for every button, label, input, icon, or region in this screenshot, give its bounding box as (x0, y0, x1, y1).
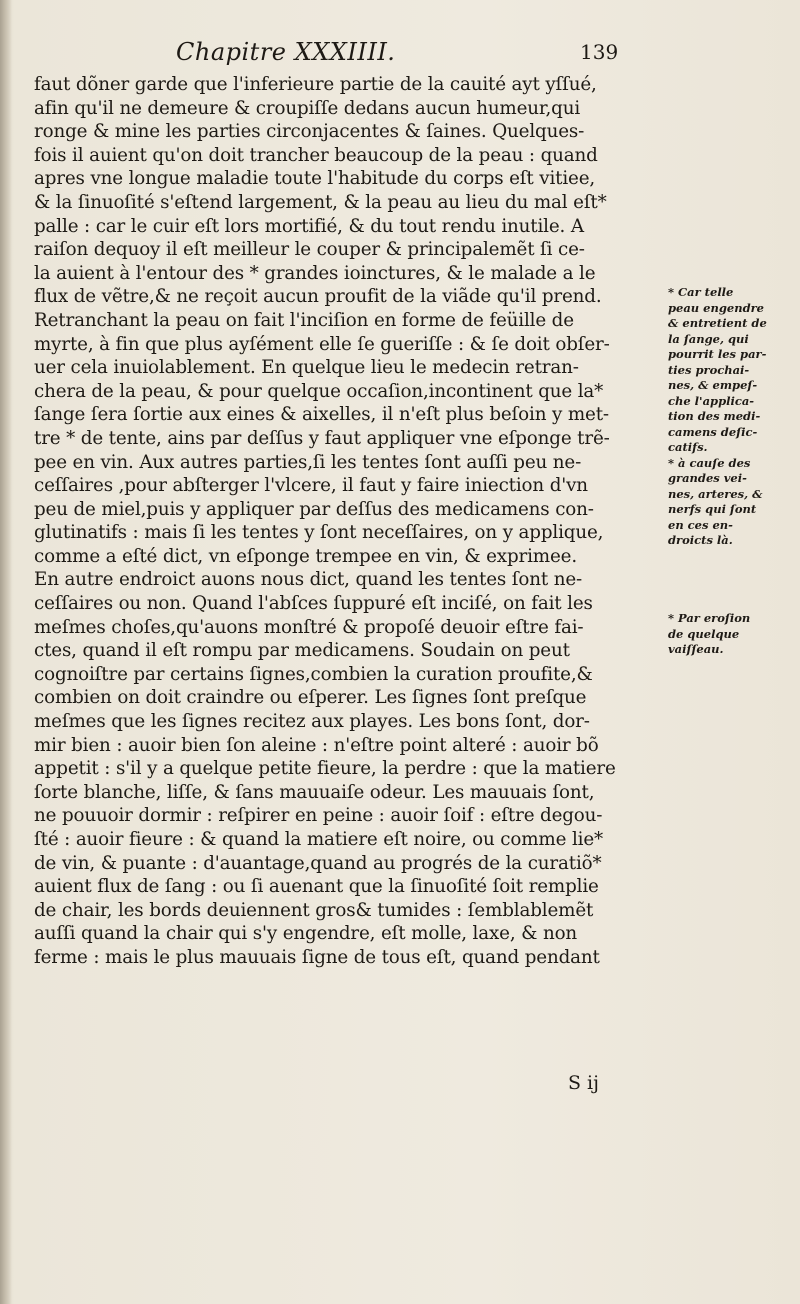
body-text (34, 73, 674, 970)
text-line: apres vne longue maladie toute l'habitude du corps eſt vitiee, (34, 168, 596, 190)
note-line: grandes vei- (668, 471, 747, 485)
text-line: ctes, quand il eſt rompu par medicamens. Soudain on peut (34, 640, 570, 662)
text-line: comme a eſté dict, vn eſponge trempee en vin, & exprimee. (34, 545, 577, 567)
note-line: nes, & empeſ- (668, 378, 758, 392)
note-line: * à cauſe des (668, 455, 751, 470)
page-number: 139 (580, 40, 619, 64)
text-line: combien on doit craindre ou eſperer. Les ſignes ſont preſque (34, 687, 587, 709)
note-line: ties prochai- (668, 362, 750, 377)
text-line: raiſon dequoy il eſt meilleur le couper & principalemẽt ſi ce- (34, 239, 585, 261)
note-line: tion des medi- (668, 409, 761, 423)
text-line: ne pouuoir dormir : reſpirer en peine : auoir ſoif : eſtre degou- (34, 805, 603, 827)
note-line: nes, arteres, & (668, 486, 763, 501)
note-line: nerfs qui ſont (668, 502, 757, 516)
text-line: myrte, à fin que plus ayſément elle ſe gueriſſe : & ſe doit obſer- (34, 333, 610, 355)
marginal-note (668, 285, 794, 549)
note-line: la ſange, qui (668, 331, 749, 346)
text-line: ſange ſera ſortie aux eines & aixelles, il n'eſt plus beſoin y met- (34, 404, 609, 426)
note-line: de quelque (668, 626, 740, 641)
note-line: che l'applica- (668, 393, 755, 408)
note-line: & entretient de (668, 316, 767, 330)
text-line: ſorte blanche, liſſe, & ſans mauuaiſe odeur. Les mauuais ſont, (34, 781, 595, 803)
marginal-note (668, 611, 794, 658)
text-line: ferme : mais le plus mauuais ſigne de tous eſt, quand pendant (34, 946, 600, 968)
text-line: meſmes que les ſignes recitez aux playes. Les bons ſont, dor- (34, 711, 590, 733)
text-line: auient flux de ſang : ou ſi auenant que la ſinuoſité ſoit remplie (34, 876, 599, 898)
text-line: appetit : s'il y a quelque petite fieure, la perdre : que la matiere (34, 758, 616, 780)
text-line: afin qu'il ne demeure & croupiſſe dedans aucun humeur,qui (34, 97, 581, 119)
text-line: auſſi quand la chair qui s'y engendre, eſt molle, laxe, & non (34, 923, 578, 945)
margin-notes (668, 0, 793, 1304)
text-line: Retranchant la peau on fait l'inciſion en forme de feüille de (34, 309, 574, 331)
text-line: mir bien : auoir bien ſon aleine : n'eſtre point alteré : auoir bõ (34, 734, 599, 756)
signature-mark: S ij (568, 1072, 600, 1094)
chapter-title: Chapitre XXXIIII. (176, 38, 396, 66)
text-line: chera de la peau, & pour quelque occaſion,incontinent que la* (34, 380, 604, 402)
note-line: pourrit les par- (668, 347, 767, 361)
text-line: & la ſinuoſité s'eſtend largement, & la peau au lieu du mal eſt* (34, 191, 607, 213)
text-line: de chair, les bords deuiennent gros& tumides : ſemblablemẽt (34, 899, 594, 921)
text-line: pee en vin. Aux autres parties,ſi les tentes ſont auſſi peu ne- (34, 451, 582, 473)
text-line: peu de miel,puis y appliquer par deſſus des medicamens con- (34, 498, 594, 520)
note-line: peau engendre (668, 300, 764, 315)
text-line: ceſſaires ,pour abſterger l'vlcere, il faut y faire iniection d'vn (34, 475, 588, 497)
text-line: tre * de tente, ains par deſſus y faut appliquer vne eſponge trẽ- (34, 427, 610, 449)
text-line: En autre endroict auons nous dict, quand les tentes ſont ne- (34, 569, 583, 591)
note-line: catifs. (668, 440, 708, 454)
text-line: de vin, & puante : d'auantage,quand au progrés de la curatiõ* (34, 852, 602, 874)
note-line: vaiſſeau. (668, 642, 724, 656)
text-line: glutinatifs : mais ſi les tentes y ſont neceſſaires, on y applique, (34, 522, 604, 544)
binding-shadow (0, 0, 12, 1304)
text-line: ronge & mine les parties circonjacentes & ſaines. Quelques- (34, 121, 585, 143)
text-line: palle : car le cuir eſt lors mortifié, & du tout rendu inutile. A (34, 215, 584, 237)
text-line: faut dõner garde que l'inferieure partie de la cauité ayt yſſué, (34, 74, 597, 95)
text-line: fois il auient qu'on doit trancher beaucoup de la peau : quand (34, 144, 598, 166)
text-line: la auient à l'entour des * grandes ioinctures, & le malade a le (34, 262, 596, 284)
note-line: droicts là. (668, 533, 733, 547)
note-line: camens deſic- (668, 424, 758, 439)
text-line: uer cela inuiolablement. En quelque lieu le medecin retran- (34, 357, 579, 379)
note-line: * Car telle (668, 285, 734, 299)
text-line: flux de vẽtre,& ne reçoit aucun proufit de la viãde qu'il prend. (34, 286, 602, 308)
note-line: en ces en- (668, 517, 733, 532)
text-line: cognoiſtre par certains ſignes,combien la curation proufite,& (34, 663, 593, 685)
text-line: ſté : auoir fieure : & quand la matiere eſt noire, ou comme lie* (34, 829, 603, 850)
text-line: ceſſaires ou non. Quand l'abſces ſuppuré eſt inciſé, on fait les (34, 593, 593, 615)
note-line: * Par eroſion (668, 611, 751, 625)
text-line: meſmes choſes,qu'auons monſtré & propoſé deuoir eſtre fai- (34, 616, 584, 638)
